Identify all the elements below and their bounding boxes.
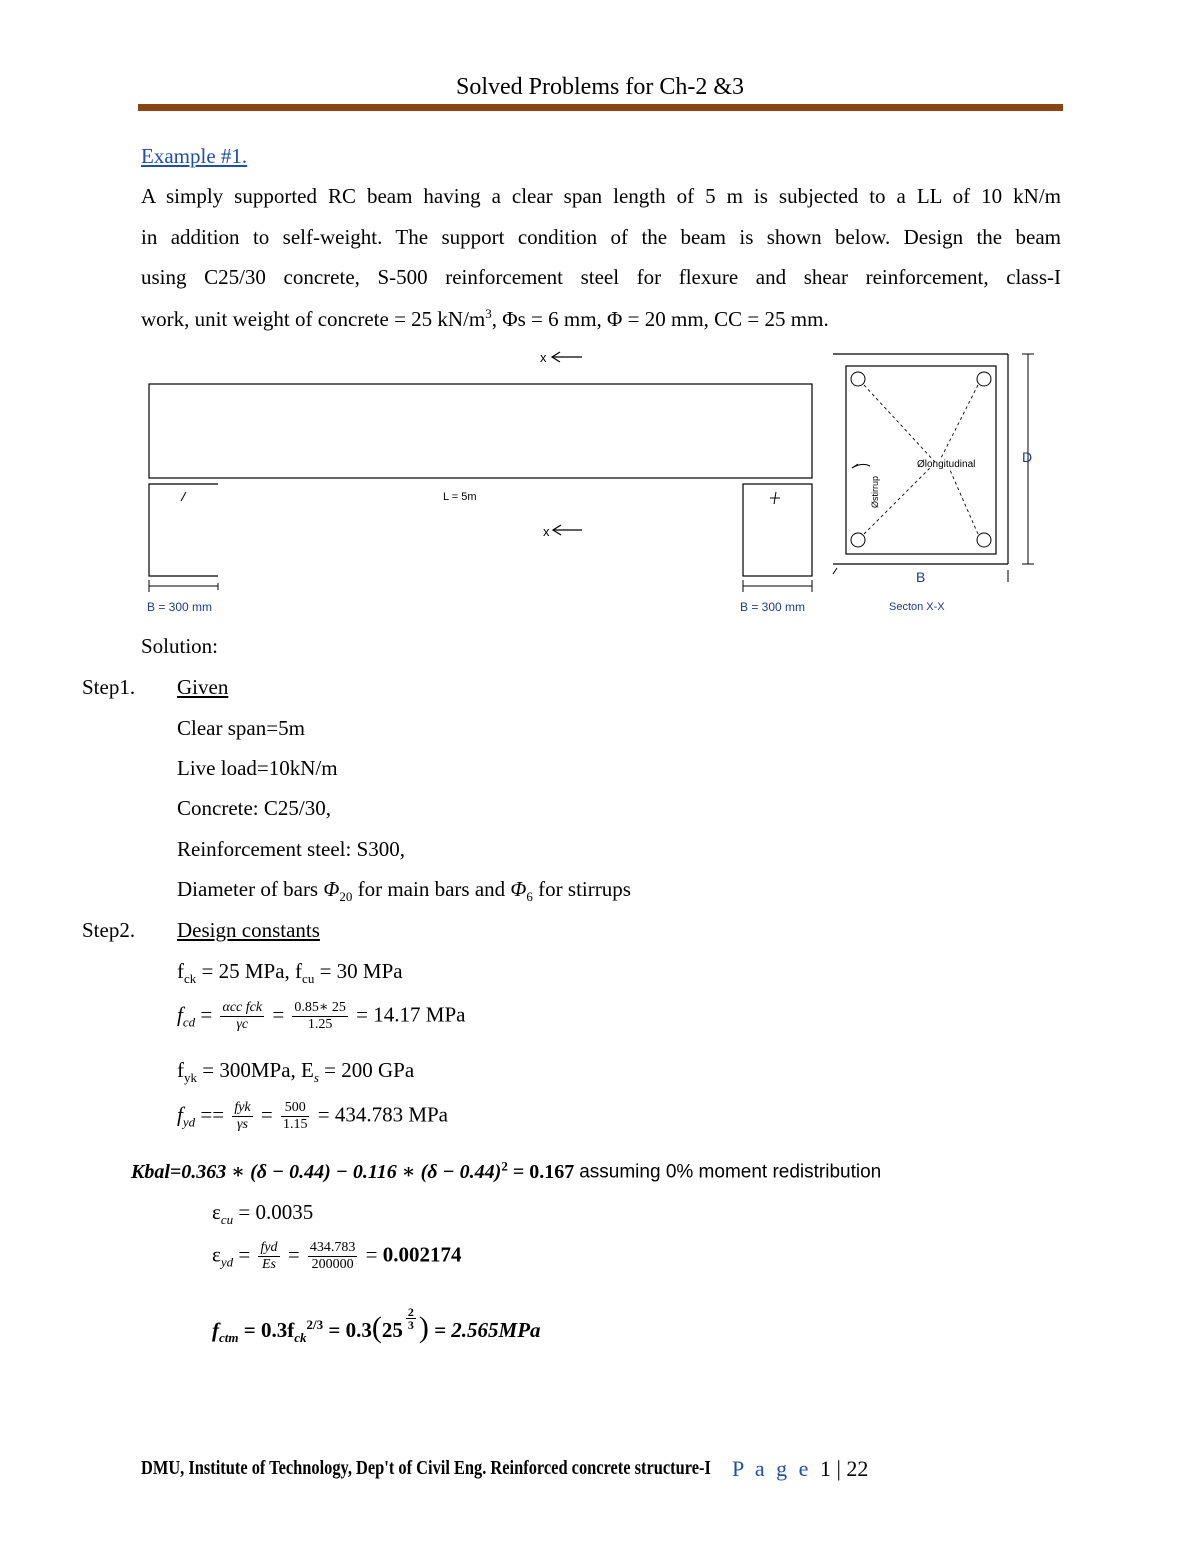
section-mark-bottom: x xyxy=(543,524,550,539)
section-mark-top: x xyxy=(540,350,547,365)
step2-label: Step2. xyxy=(82,918,136,942)
problem-line-2: in addition to self-weight. The support condition of the beam is shown below. Design the beam xyxy=(141,225,1061,249)
beam-elevation xyxy=(149,384,812,478)
right-support-label: B = 300 mm xyxy=(740,600,806,614)
left-support xyxy=(149,484,218,576)
left-support-label: B = 300 mm xyxy=(147,600,213,614)
page-header-title: Solved Problems for Ch-2 &3 xyxy=(456,74,744,100)
fck-fcu-line: $f_{ck} = 25$ MPa, $f_{cu} = 30$ MPa xyxy=(177,959,403,987)
span-label: L = 5m xyxy=(443,491,477,503)
given-item: Clear span=5m xyxy=(177,716,305,740)
header-rule xyxy=(138,104,1063,111)
section-caption: Secton X-X xyxy=(889,601,945,613)
example-heading: Example #1. xyxy=(141,144,248,168)
stirrup-label: Østirrup xyxy=(870,475,880,508)
beam-diagram xyxy=(0,340,1100,630)
fcd-equation: $f_{cd}$ = $\frac{\text{αcc fck}}{\gamma c}$ = $\frac{0.85∗ 25}{1.25}$ = 14.17 MPa xyxy=(177,1000,466,1032)
footer-page-number: P a g e 1 | 22 xyxy=(732,1456,869,1481)
step1-heading: Given xyxy=(177,675,229,699)
eyd-equation: $\varepsilon_{yd}$ = $\frac{\text{fyd}}{Es}$ = $\frac{434.783}{200000}$ = 0.002174 xyxy=(212,1240,462,1272)
step2-heading: Design constants xyxy=(177,918,320,942)
footer-institution: DMU, Institute of Technology, Dep't of Civil Eng. Reinforced concrete structure-I xyxy=(141,1457,711,1479)
problem-line-1: A simply supported RC beam having a clear span length of 5 m is subjected to a LL of 10 kN/m xyxy=(141,184,1061,208)
step1-label: Step1. xyxy=(82,675,136,699)
given-item: Live load=10kN/m xyxy=(177,756,338,780)
solution-title: Solution: xyxy=(141,634,219,658)
given-item: Concrete: C25/30, xyxy=(177,796,331,820)
fyd-equation: $f_{yd}$ == $\frac{\text{fyk}}{\gamma s}$ = $\frac{500}{1.15}$ = 434.783 MPa xyxy=(177,1100,449,1132)
bar-top-right xyxy=(977,372,991,386)
fyk-es-line: $f_{yk} = 300MPa$, $E_s = 200$ GPa xyxy=(177,1058,415,1086)
kbal-equation: Kbal=0.363 ∗ (δ − 0.44) − 0.116 ∗ $(\delta - 0.44)^2 = 0.167$ assuming 0% moment redistribution xyxy=(131,1158,882,1183)
ecu-equation: $\varepsilon_{cu} = 0.0035$ xyxy=(212,1200,314,1228)
given-item: Reinforcement steel: S300, xyxy=(177,837,406,861)
problem-line-4: work, unit weight of concrete = 25 $kN/m^3$, Φs = 6 mm, Φ = 20 mm, CC = 25 mm. xyxy=(141,306,829,331)
fctm-equation: $f_{ctm} = 0.3f_{ck}^{2/3} = 0.3(25$ $\frac{2}{3}$ ) = 2.565MPa xyxy=(212,1305,541,1346)
longitudinal-label: Ølongitudinal xyxy=(917,459,976,470)
problem-line-3: using C25/30 concrete, S-500 reinforcement steel for flexure and shear reinforcement, class-I xyxy=(141,265,1061,289)
given-bars: Diameter of bars $\Phi_{20}$ for main bars and $\Phi_6$ for stirrups xyxy=(177,877,631,905)
bar-top-left xyxy=(851,372,865,386)
bar-bottom-left xyxy=(851,533,865,547)
depth-label: D xyxy=(1022,449,1033,465)
width-label: B xyxy=(916,569,926,585)
bar-bottom-right xyxy=(977,533,991,547)
